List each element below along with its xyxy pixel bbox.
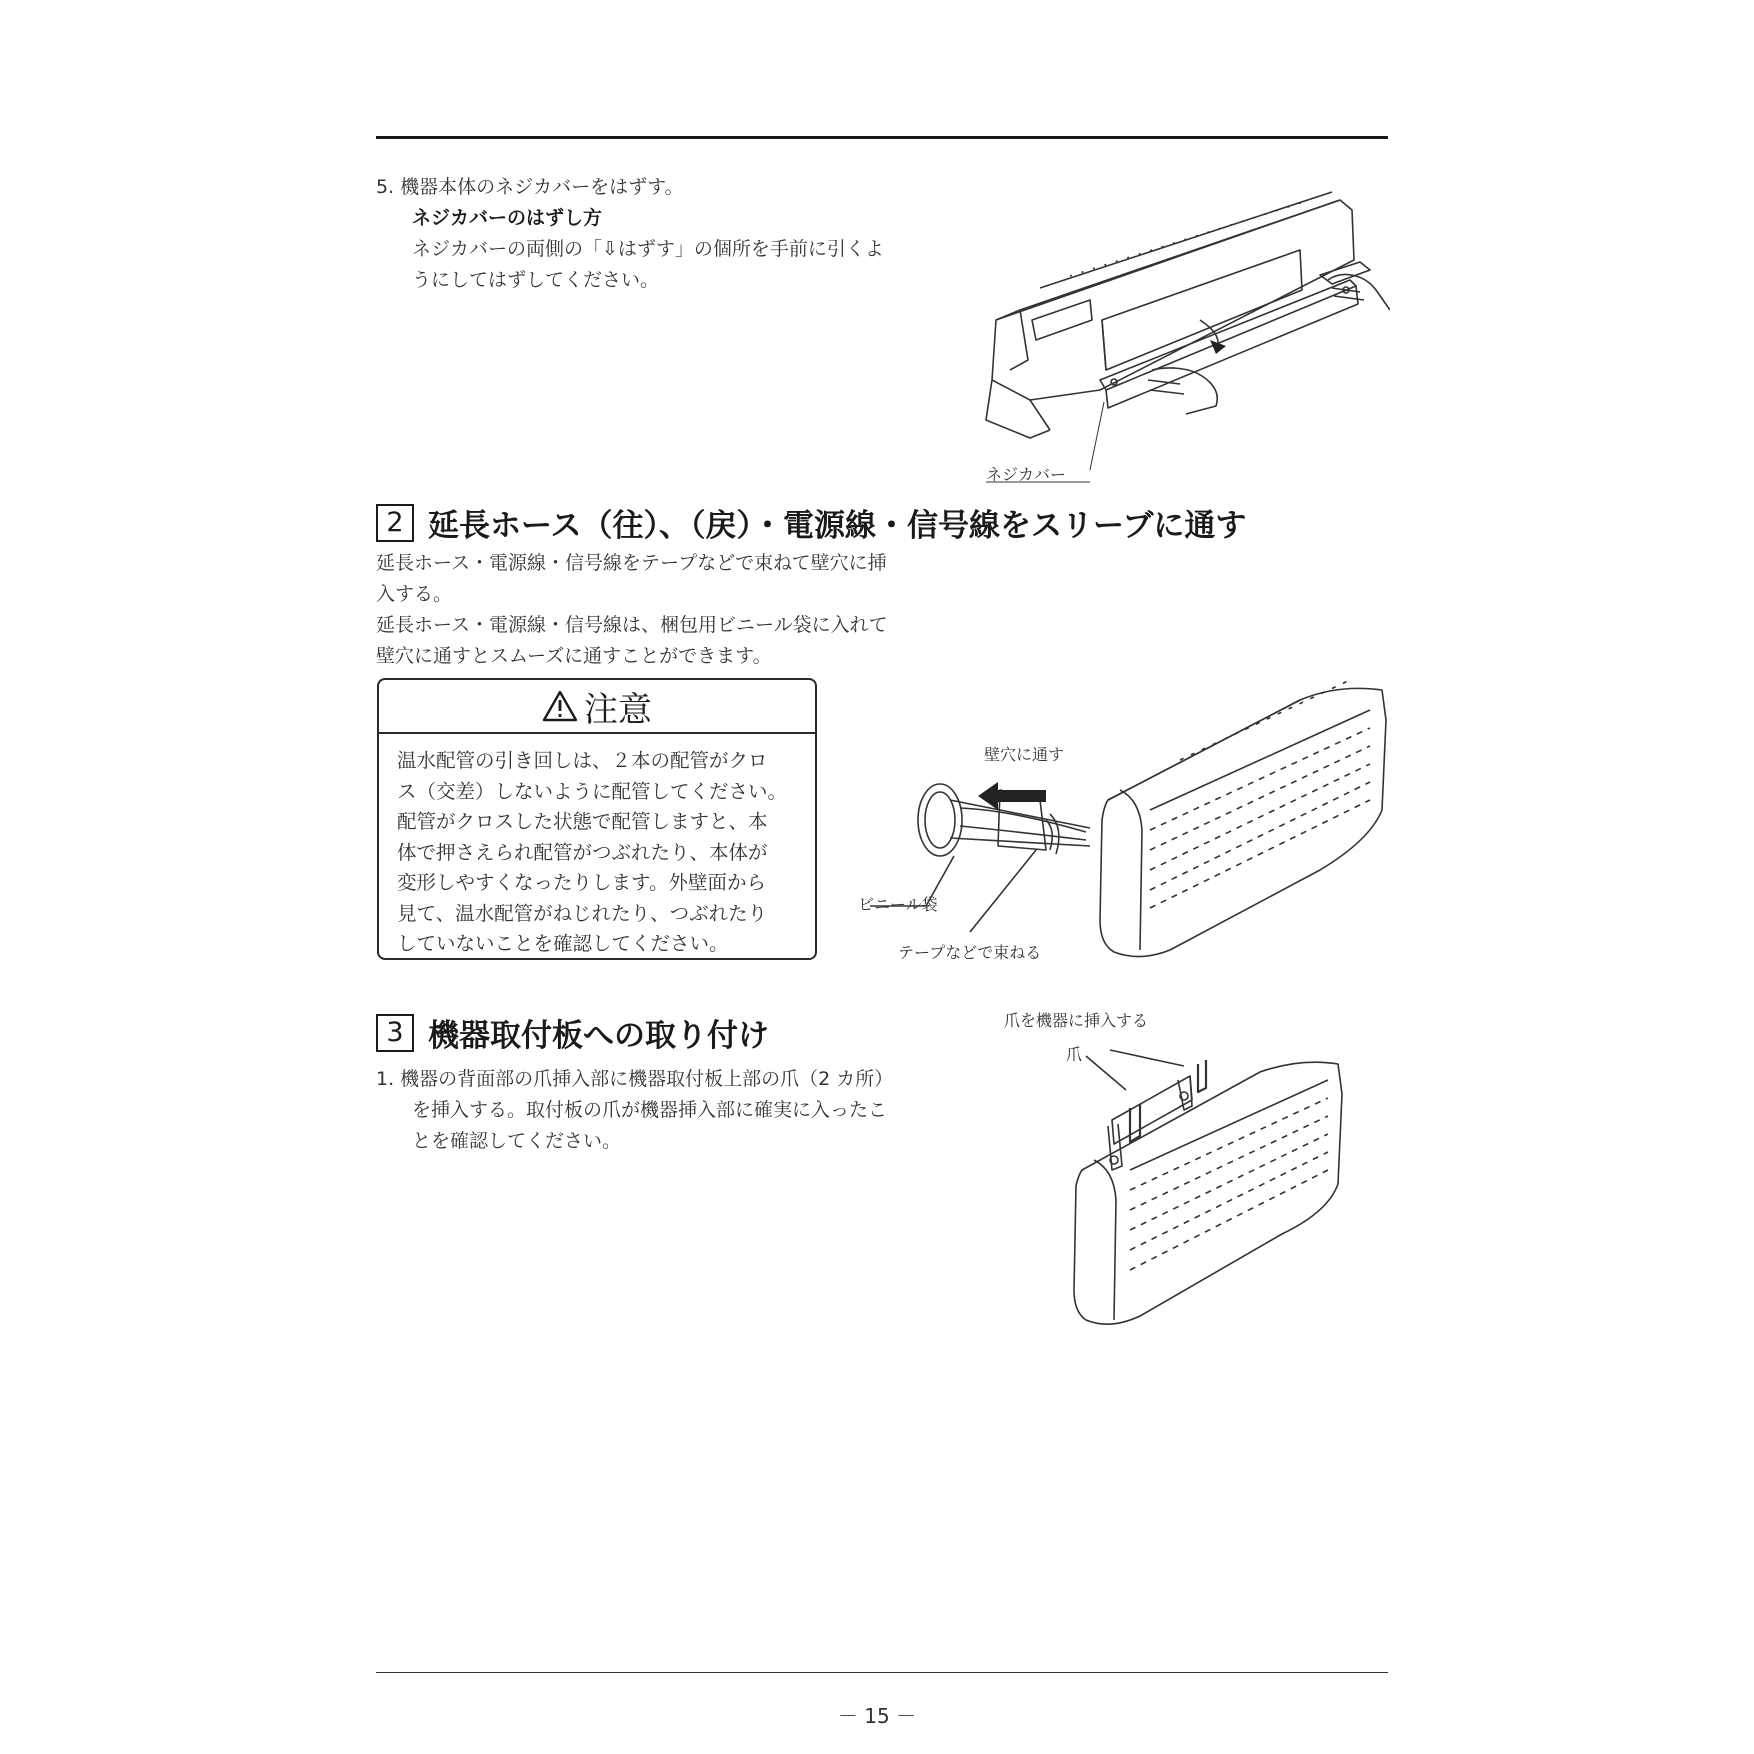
label-tape-bundle: テープなどで束ねる: [898, 943, 1042, 962]
step5-line3: ネジカバーの両側の「⇩はずす」の個所を手前に引くよ: [412, 238, 884, 260]
section2-line: 延長ホース・電源線・信号線は、梱包用ビニール袋に入れて: [376, 614, 888, 636]
step5-line1: 5. 機器本体のネジカバーをはずす。: [376, 176, 684, 198]
step5-line4: うにしてはずしてください。: [412, 269, 660, 291]
caution-line: 温水配管の引き回しは、２本の配管がクロ: [397, 749, 768, 772]
label-screw-cover: ネジカバー: [986, 465, 1067, 484]
caution-line: 見て、温水配管がねじれたり、つぶれたり: [397, 901, 768, 925]
section2-number: 2: [376, 504, 414, 542]
label-insert-claw: 爪を機器に挿入する: [1004, 1011, 1149, 1030]
section3-title: 機器取付板への取り付け: [428, 1018, 769, 1054]
caution-line: 配管がクロスした状態で配管しますと、本: [397, 810, 768, 833]
section2-title: 延長ホース（往）、（戻）・電源線・信号線をスリーブに通す: [428, 508, 1247, 544]
step5-subheading: ネジカバーのはずし方: [412, 207, 603, 229]
caution-line: 体で押さえられ配管がつぶれたり、本体が: [397, 840, 768, 864]
caution-line: ス（交差）しないように配管してください。: [397, 779, 788, 803]
label-wall-hole: 壁穴に通す: [984, 745, 1065, 764]
top-rule: [376, 136, 1388, 139]
screw-cover-illustration: [980, 170, 1390, 490]
section3-line: を挿入する。取付板の爪が機器挿入部に確実に入ったこ: [412, 1099, 888, 1121]
caution-title: 注意: [584, 689, 652, 730]
caution-line: していないことを確認してください。: [397, 932, 729, 955]
caution-line: 変形しやすくなったりします。外壁面から: [397, 871, 766, 894]
section2-line: 入する。: [376, 583, 453, 605]
wall-hole-illustration: [850, 650, 1390, 970]
section3-heading: [376, 1010, 769, 1055]
caution-box: [377, 678, 817, 960]
bottom-rule: [376, 1672, 1388, 1673]
label-claw: 爪: [1066, 1045, 1083, 1064]
section3-body: [376, 1064, 956, 1157]
section2-line: 延長ホース・電源線・信号線をテープなどで束ねて壁穴に挿: [376, 552, 887, 574]
section3-line: とを確認してください。: [412, 1130, 622, 1152]
section2-line: 壁穴に通すとスムーズに通すことができます。: [376, 645, 772, 667]
caution-text: [379, 734, 815, 972]
page-number: － 15 －: [837, 1704, 917, 1728]
caution-header: [379, 680, 815, 734]
step5-block: [376, 172, 956, 296]
section3-line: 1. 機器の背面部の爪挿入部に機器取付板上部の爪（2 カ所）: [376, 1068, 894, 1090]
warning-triangle-icon: [542, 689, 578, 723]
mounting-plate-illustration: [1060, 1020, 1390, 1350]
section3-number: 3: [376, 1014, 414, 1052]
label-plastic-bag: ビニール袋: [858, 895, 938, 914]
section2-heading: [376, 500, 1246, 545]
